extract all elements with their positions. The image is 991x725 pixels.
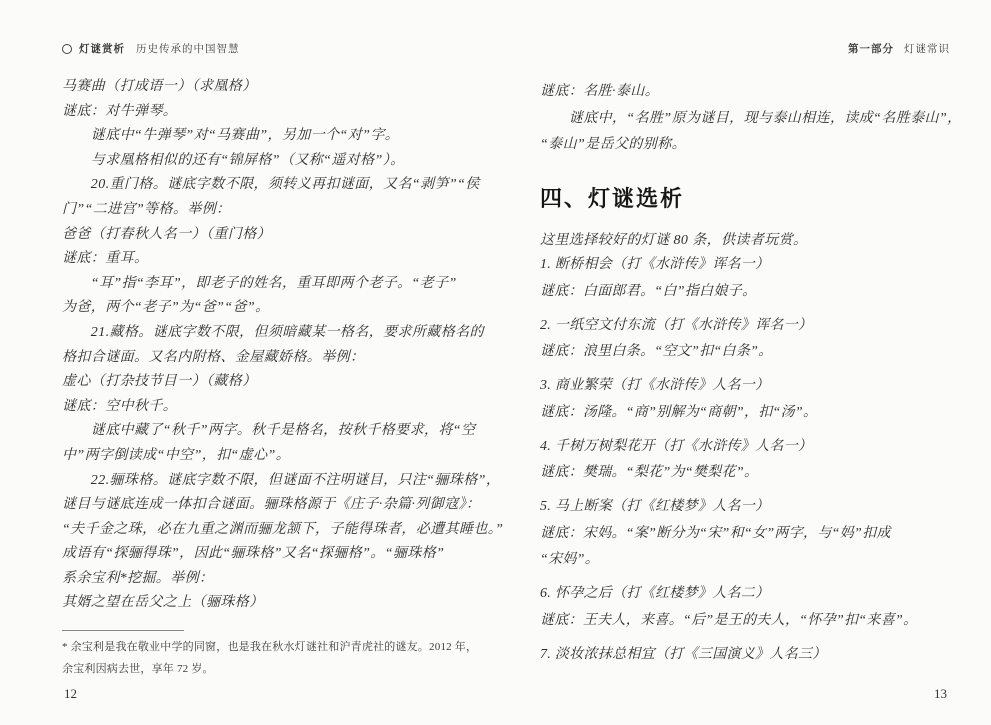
circle-bullet-icon: [62, 44, 72, 54]
body-line: “耳”指“李耳”，即老子的姓名，重耳即两个老子。“老子”: [62, 275, 457, 291]
body-line: 谜底中藏了“秋千”两字。秋千是格名，按秋千格要求，将“空: [62, 423, 476, 439]
body-line: 为爸，两个“老子”为“爸”“爸”。: [62, 300, 270, 316]
left-page-body: [62, 75, 504, 616]
footnote-divider: [62, 630, 184, 631]
body-line: 谜底：对牛弹琴。: [62, 103, 178, 119]
body-line: 谜底：重耳。: [62, 251, 149, 267]
riddle-clue: 2. 一纸空文付东流（打《水浒传》诨名一）: [540, 317, 813, 333]
page-number-left: 12: [64, 686, 77, 701]
riddle-list: [540, 252, 968, 676]
body-line: 其婿之望在岳父之上（骊珠格）: [62, 595, 264, 611]
body-line: 与求凰格相似的还有“锦屏格”（又称“遥对格”）。: [62, 152, 405, 168]
body-line: 20.重门格。谜底字数不限，须转义再扣谜面，又名“剥笋”“侯: [62, 177, 480, 193]
body-line: 谜底中“牛弹琴”对“马赛曲”，另加一个“对”字。: [62, 128, 400, 144]
body-line: 爸爸（打春秋人名一）（重门格）: [62, 226, 271, 242]
footnote: [62, 636, 492, 680]
book-subtitle: 历史传承的中国智慧: [136, 43, 240, 55]
riddle-answer: 谜底：白面郎君。“白”指白娘子。: [540, 283, 757, 299]
body-line: 21.藏格。谜底字数不限，但须暗藏某一格名，要求所藏格名的: [62, 324, 484, 340]
section-heading: 四、灯谜选析: [540, 186, 685, 211]
body-line: 系余宝利*挖掘。举例：: [62, 570, 214, 586]
riddle-answer: 谜底：樊瑞。“梨花”为“樊梨花”。: [540, 465, 759, 480]
riddle-entry: [540, 313, 968, 366]
running-head-right: [848, 41, 950, 56]
riddle-entry: [540, 252, 968, 305]
body-line: 谜目与谜底连成一体扣合谜面。骊珠格源于《庄子·杂篇·列御寇》：: [62, 497, 481, 513]
part-label: 第一部分: [848, 43, 894, 55]
riddle-entry: [540, 642, 968, 669]
riddle-answer: 谜底：宋妈。“案”断分为“宋”和“女”两字，与“妈”扣成: [540, 525, 891, 541]
body-line: 马赛曲（打成语一）（求凰格）: [62, 79, 257, 94]
footnote-line: * 余宝利是我在敬业中学的同窗，也是我在秋水灯谜社和沪青虎社的谜友。2012 年，: [62, 641, 478, 653]
body-line: “夫千金之珠，必在九重之渊而骊龙颔下，子能得珠者，必遭其睡也。”: [62, 521, 504, 537]
riddle-entry: [540, 581, 968, 634]
footnote-line: 余宝利因病去世，享年 72 岁。: [62, 663, 214, 675]
page-number-right: 13: [934, 686, 947, 701]
right-page-carryover: [540, 79, 960, 159]
riddle-entry: [540, 494, 968, 574]
body-line: 虚心（打杂技节目一）（藏格）: [62, 374, 257, 390]
riddle-entry: [540, 434, 968, 487]
riddle-clue: 7. 淡妆浓抹总相宜（打《三国演义》人名三）: [540, 646, 827, 662]
section-intro: 这里选择较好的灯谜 80 条，供读者玩赏。: [540, 233, 808, 248]
body-line: 谜底：名胜·泰山。: [540, 84, 660, 99]
body-line: 谜底：空中秋千。: [62, 398, 178, 414]
riddle-clue: 5. 马上断案（打《红楼梦》人名一）: [540, 499, 770, 514]
body-line: 中”两字倒读成“中空”，扣“虚心”。: [62, 447, 291, 463]
body-line: 门”“二进宫”等格。举例：: [62, 201, 231, 217]
riddle-entry: [540, 373, 968, 426]
riddle-clue: 6. 怀孕之后（打《红楼梦》人名二）: [540, 586, 770, 601]
book-title: 灯谜赏析: [79, 43, 125, 55]
riddle-answer: 谜底：王夫人，来喜。“后”是王的夫人，“怀孕”扣“来喜”。: [540, 612, 918, 628]
riddle-clue: 3. 商业繁荣（打《水浒传》人名一）: [540, 378, 770, 393]
running-head-left: [62, 41, 240, 56]
body-line: “泰山”是岳父的别称。: [540, 137, 686, 152]
body-line: 成语有“探骊得珠”，因此“骊珠格”又名“探骊格”。“骊珠格”: [62, 546, 445, 562]
body-line: 谜底中，“名胜”原为谜目，现与泰山相连，读成“名胜泰山”，: [540, 110, 962, 126]
chapter-label: 灯谜常识: [904, 43, 950, 55]
body-line: 格扣合谜面。又名内附格、金屋藏娇格。举例：: [62, 349, 365, 365]
riddle-answer: 谜底：浪里白条。“空文”扣“白条”。: [540, 344, 773, 359]
riddle-answer: “宋妈”。: [540, 552, 600, 567]
riddle-answer: 谜底：汤隆。“商”别解为“商朝”，扣“汤”。: [540, 404, 818, 420]
body-line: 22.骊珠格。谜底字数不限，但谜面不注明谜目，只注“骊珠格”，: [62, 472, 501, 488]
riddle-clue: 4. 千树万树梨花开（打《水浒传》人名一）: [540, 438, 813, 454]
riddle-clue: 1. 断桥相会（打《水浒传》诨名一）: [540, 257, 770, 272]
